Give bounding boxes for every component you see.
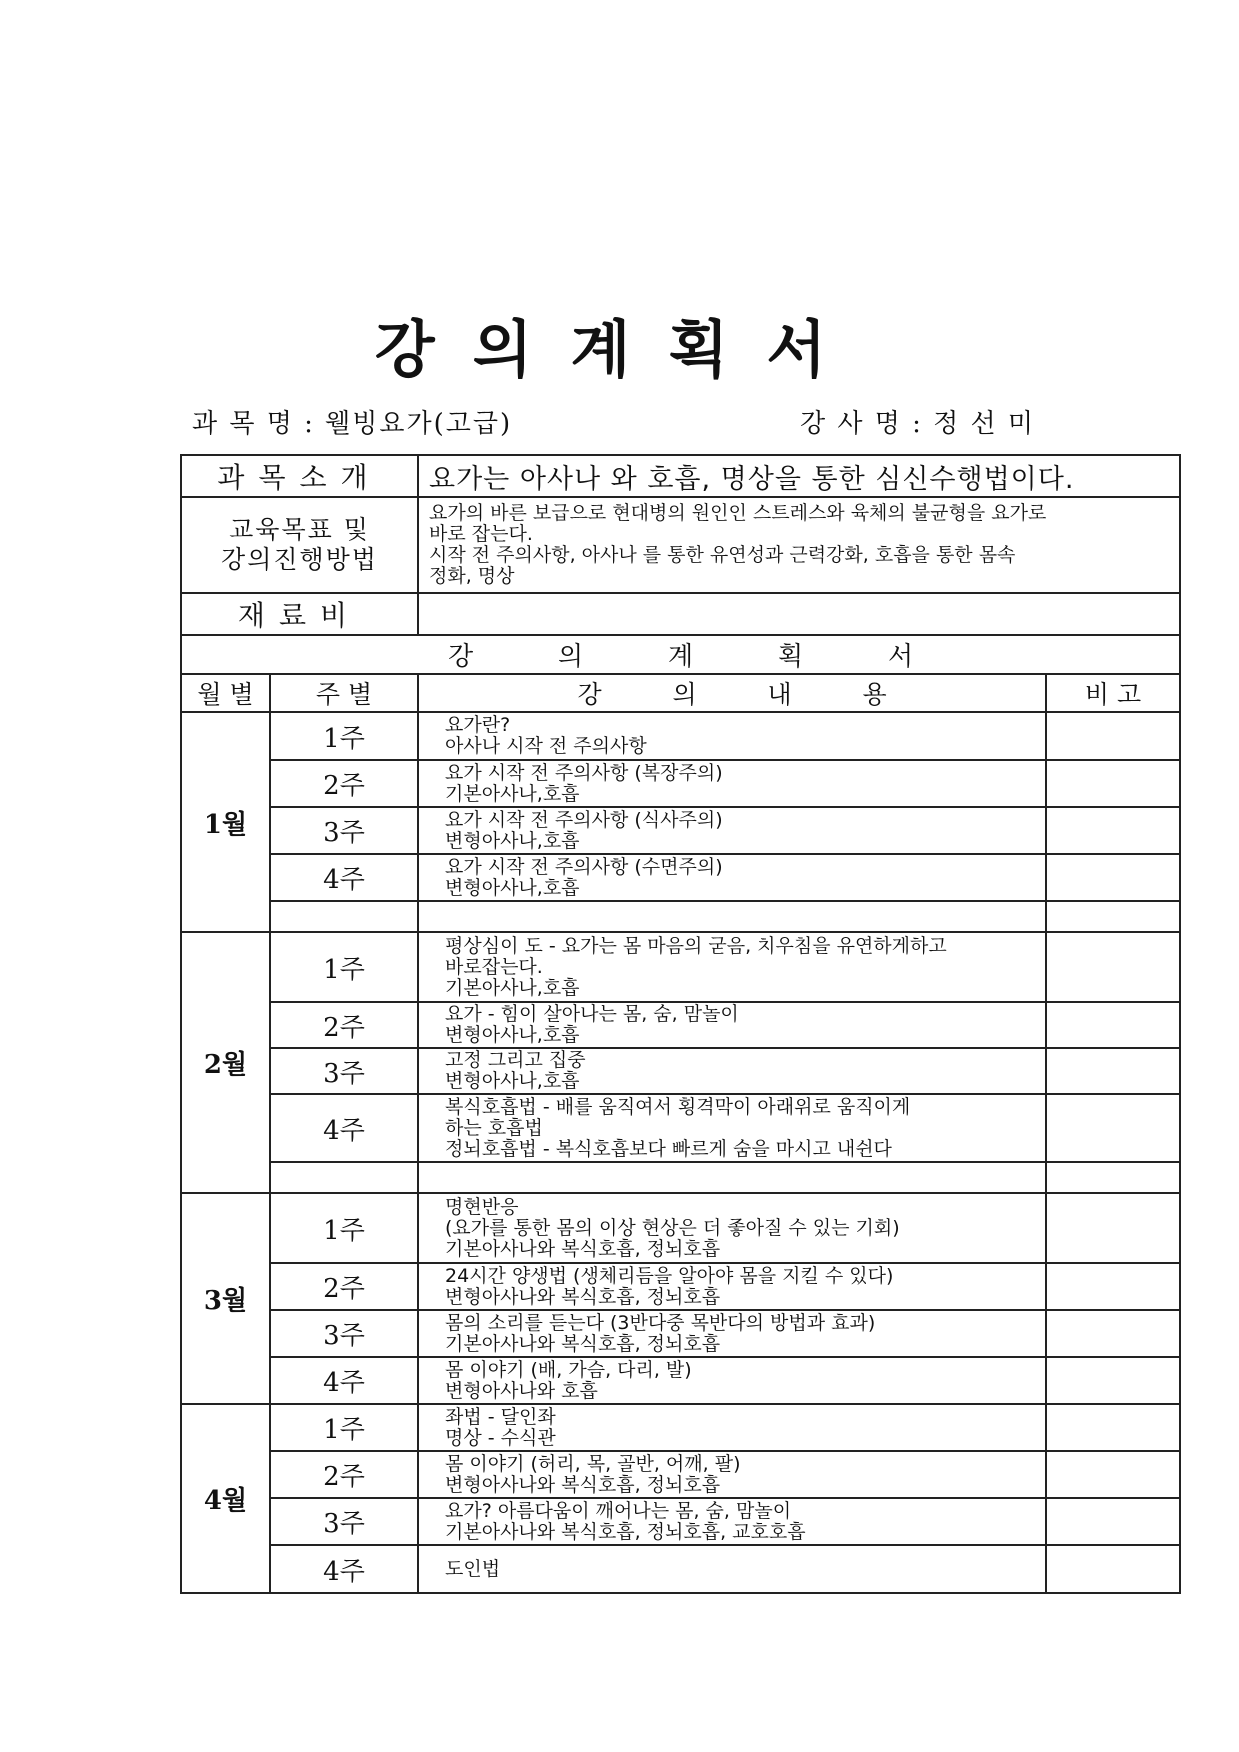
week-row [181, 1545, 1180, 1593]
week-row [181, 1193, 1180, 1263]
note-cell [1046, 1404, 1180, 1451]
content-line: 복식호흡법 - 배를 움직여서 횡격막이 아래위로 움직이게 [445, 1095, 911, 1118]
content-cell [418, 854, 1046, 901]
note-cell [1046, 854, 1180, 901]
content-line: 변형아사나와 호흡 [445, 1379, 598, 1402]
plan-title [181, 635, 1180, 674]
content-cell [418, 1002, 1046, 1048]
note-cell [1046, 1310, 1180, 1357]
goals-label-line1: 교육목표 및 [229, 515, 370, 544]
content-line: 기본아사나,호흡 [445, 782, 580, 805]
content-line: 고정 그리고 집중 [445, 1049, 586, 1071]
note-cell [1046, 1498, 1180, 1545]
note-cell [1046, 1451, 1180, 1498]
week-row [181, 1357, 1180, 1404]
plan-title-char: 의 [557, 642, 584, 672]
plan-title-row [181, 635, 1180, 674]
content-header-char: 의 [672, 680, 697, 709]
content-cell [418, 1404, 1046, 1451]
note-cell [1046, 1357, 1180, 1404]
note-cell [1046, 712, 1180, 760]
week-cell: 4주 [270, 1094, 418, 1162]
content-line: (요가를 통한 몸의 이상 현상은 더 좋아질 수 있는 기회) [445, 1216, 900, 1239]
content-line: 하는 호흡법 [445, 1116, 543, 1139]
content-line: 변형아사나,호흡 [445, 876, 580, 899]
content-line: 몸 이야기 (배, 가슴, 다리, 발) [445, 1358, 692, 1381]
goals-line: 요가의 바른 보급으로 현대병의 원인인 스트레스와 육체의 불균형을 요가로 [429, 502, 1047, 524]
materials-value [418, 593, 1180, 635]
blank-cell [1046, 1162, 1180, 1193]
content-cell [418, 1498, 1046, 1545]
week-row [181, 1002, 1180, 1048]
materials-row [181, 593, 1180, 635]
content-line: 정뇌호흡법 - 복식호흡보다 빠르게 숨을 마시고 내쉰다 [445, 1137, 892, 1160]
week-row [181, 932, 1180, 1002]
week-row [181, 854, 1180, 901]
month-cell: 4월 [181, 1404, 270, 1593]
content-line: 요가 시작 전 주의사항 (복장주의) [445, 761, 723, 784]
content-line: 변형아사나,호흡 [445, 1070, 580, 1092]
month-cell: 3월 [181, 1193, 270, 1404]
content-line: 요가란? [445, 714, 511, 736]
content-cell [418, 932, 1046, 1002]
content-cell [418, 1094, 1046, 1162]
lecture-plan-table [180, 454, 1181, 1594]
week-row [181, 1048, 1180, 1094]
note-column-header: 비 고 [1046, 674, 1180, 712]
content-line: 평상심이 도 - 요가는 몸 마음의 굳음, 치우침을 유연하게하고 [445, 934, 947, 957]
week-row [181, 807, 1180, 854]
week-row [181, 1498, 1180, 1545]
content-cell [418, 1310, 1046, 1357]
content-line: 도인법 [445, 1557, 501, 1580]
note-cell [1046, 1193, 1180, 1263]
content-header-char: 내 [767, 680, 792, 709]
note-cell [1046, 1048, 1180, 1094]
note-cell [1046, 1094, 1180, 1162]
note-cell [1046, 932, 1180, 1002]
intro-row [181, 455, 1180, 497]
week-row [181, 760, 1180, 807]
month-cell: 2월 [181, 932, 270, 1193]
note-cell [1046, 1545, 1180, 1593]
week-row [181, 1263, 1180, 1310]
content-cell [418, 712, 1046, 760]
instructor-name: 강 사 명 : 정 선 미 [800, 409, 1036, 439]
content-line: 변형아사나,호흡 [445, 1024, 580, 1046]
week-cell: 3주 [270, 1498, 418, 1545]
week-row [181, 1094, 1180, 1162]
note-cell [1046, 760, 1180, 807]
content-line: 요가? 아름다움이 깨어나는 몸, 숨, 맘놀이 [445, 1499, 792, 1522]
blank-row [181, 901, 1180, 932]
blank-cell [418, 1162, 1046, 1193]
week-cell: 4주 [270, 1545, 418, 1593]
month-cell: 1월 [181, 712, 270, 932]
content-line: 몸 이야기 (허리, 목, 골반, 어깨, 팔) [445, 1452, 741, 1475]
materials-label: 재료비 [181, 593, 418, 635]
week-row [181, 1404, 1180, 1451]
week-column-header: 주 별 [270, 674, 418, 712]
intro-label: 과목소개 [181, 455, 418, 497]
plan-title-char: 강 [447, 642, 474, 672]
goals-row [181, 497, 1180, 593]
content-line: 기본아사나와 복식호흡, 정뇌호흡 [445, 1237, 721, 1260]
week-row [181, 712, 1180, 760]
content-cell [418, 807, 1046, 854]
content-cell [418, 1545, 1046, 1593]
goals-line: 바로 잡는다. [429, 523, 533, 545]
content-line: 좌법 - 달인좌 [445, 1405, 556, 1428]
content-cell [418, 1357, 1046, 1404]
subject-name: 과 목 명 : 웰빙요가(고급) [192, 409, 513, 439]
content-cell [418, 1048, 1046, 1094]
content-cell [418, 1451, 1046, 1498]
week-cell: 1주 [270, 1404, 418, 1451]
content-line: 명상 - 수식관 [445, 1426, 556, 1449]
blank-cell [1046, 901, 1180, 932]
goals-line: 시작 전 주의사항, 아사나 를 통한 유연성과 근력강화, 호흡을 통한 몸속 [429, 544, 1016, 566]
goals-line: 정화, 명상 [429, 565, 515, 587]
content-line: 요가 - 힘이 살아나는 몸, 숨, 맘놀이 [445, 1003, 739, 1025]
content-line: 몸의 소리를 듣는다 (3반다중 목반다의 방법과 효과) [445, 1311, 876, 1334]
week-cell: 3주 [270, 1310, 418, 1357]
intro-text: 요가는 아사나 와 호흡, 명상을 통한 심신수행법이다. [418, 455, 1180, 497]
document-title: 강의계획서 [374, 313, 865, 386]
week-cell: 1주 [270, 712, 418, 760]
content-line: 요가 시작 전 주의사항 (수면주의) [445, 855, 723, 878]
plan-title-char: 획 [777, 642, 804, 672]
blank-row [181, 1162, 1180, 1193]
content-cell [418, 760, 1046, 807]
blank-cell [270, 1162, 418, 1193]
week-cell: 1주 [270, 1193, 418, 1263]
plan-title-char: 계 [667, 642, 694, 672]
content-column-header [418, 674, 1046, 712]
content-line: 아사나 시작 전 주의사항 [445, 735, 647, 757]
content-line: 변형아사나와 복식호흡, 정뇌호흡 [445, 1285, 721, 1308]
week-cell: 2주 [270, 1263, 418, 1310]
week-row [181, 1451, 1180, 1498]
content-line: 기본아사나,호흡 [445, 976, 580, 999]
content-header-char: 강 [577, 680, 602, 709]
week-row [181, 1310, 1180, 1357]
week-cell: 3주 [270, 1048, 418, 1094]
content-line: 기본아사나와 복식호흡, 정뇌호흡 [445, 1332, 721, 1355]
blank-cell [418, 901, 1046, 932]
goals-label [181, 497, 418, 593]
note-cell [1046, 1002, 1180, 1048]
goals-label-line2: 강의진행방법 [221, 545, 378, 574]
content-cell [418, 1193, 1046, 1263]
note-cell [1046, 807, 1180, 854]
week-cell: 1주 [270, 932, 418, 1002]
plan-title-char: 서 [887, 642, 914, 672]
content-line: 명현반응 [445, 1195, 519, 1218]
week-cell: 3주 [270, 807, 418, 854]
note-cell [1046, 1263, 1180, 1310]
content-line: 변형아사나,호흡 [445, 829, 580, 852]
week-cell: 2주 [270, 1002, 418, 1048]
content-line: 변형아사나와 복식호흡, 정뇌호흡 [445, 1473, 721, 1496]
goals-text [418, 497, 1180, 593]
column-header-row [181, 674, 1180, 712]
content-cell [418, 1263, 1046, 1310]
blank-cell [270, 901, 418, 932]
week-cell: 2주 [270, 760, 418, 807]
week-cell: 4주 [270, 1357, 418, 1404]
content-header-char: 용 [862, 680, 887, 709]
content-line: 24시간 양생법 (생체리듬을 알아야 몸을 지킬 수 있다) [445, 1264, 894, 1287]
content-line: 요가 시작 전 주의사항 (식사주의) [445, 808, 723, 831]
content-line: 기본아사나와 복식호흡, 정뇌호흡, 교호호흡 [445, 1520, 806, 1543]
month-column-header: 월 별 [181, 674, 270, 712]
content-line: 바로잡는다. [445, 955, 543, 978]
week-cell: 2주 [270, 1451, 418, 1498]
week-cell: 4주 [270, 854, 418, 901]
